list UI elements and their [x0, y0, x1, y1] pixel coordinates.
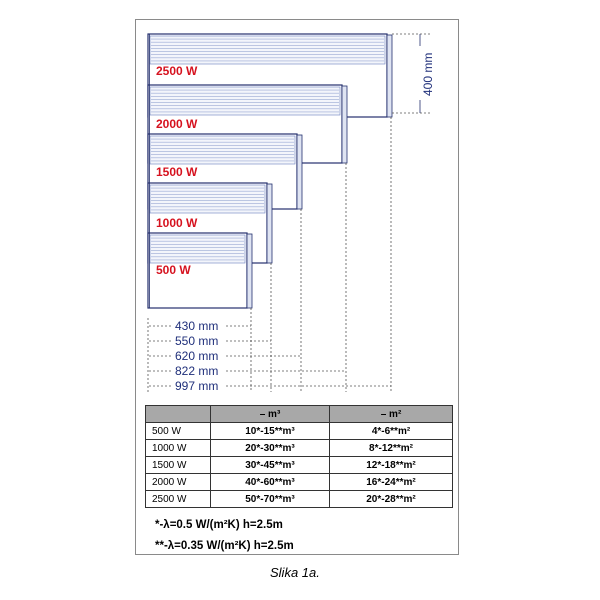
header-volume: – m³: [211, 406, 330, 423]
cell-area: 12*-18**m²: [330, 457, 453, 474]
table-row: [146, 474, 453, 491]
cell-area: 20*-28**m²: [330, 491, 453, 508]
cell-power: 1500 W: [146, 457, 211, 474]
cell-power: 1000 W: [146, 440, 211, 457]
footnote-single-star: *-λ=0.5 W/(m²K) h=2.5m: [155, 519, 283, 531]
cell-area: 8*-12**m²: [330, 440, 453, 457]
table-row: [146, 423, 453, 440]
cell-power: 2000 W: [146, 474, 211, 491]
header-area: – m²: [330, 406, 453, 423]
width-dimension-label: 997 mm: [175, 379, 219, 393]
cell-volume: 50*-70**m³: [211, 491, 330, 508]
table-header-row: [146, 406, 453, 423]
width-dimension-label: 430 mm: [175, 319, 219, 333]
width-dimension-label: 550 mm: [175, 334, 219, 348]
cell-power: 2500 W: [146, 491, 211, 508]
radiator-panel: [148, 233, 252, 308]
panel-power-label: 2000 W: [156, 117, 198, 131]
header-power: [146, 406, 211, 423]
cell-volume: 30*-45**m³: [211, 457, 330, 474]
figure-caption: Slika 1a.: [270, 565, 320, 580]
footnote-double-star: **-λ=0.35 W/(m²K) h=2.5m: [155, 540, 294, 552]
cell-volume: 20*-30**m³: [211, 440, 330, 457]
width-dimension-label: 822 mm: [175, 364, 219, 378]
capacity-table: [145, 405, 453, 508]
height-dimension-label: 400 mm: [421, 52, 435, 96]
cell-power: 500 W: [146, 423, 211, 440]
cell-area: 16*-24**m²: [330, 474, 453, 491]
table-row: [146, 440, 453, 457]
cell-area: 4*-6**m²: [330, 423, 453, 440]
cell-volume: 40*-60**m³: [211, 474, 330, 491]
table-row: [146, 457, 453, 474]
capacity-table-wrap: [145, 405, 453, 508]
panel-power-label: 1000 W: [156, 216, 198, 230]
cell-volume: 10*-15**m³: [211, 423, 330, 440]
panel-power-label: 2500 W: [156, 64, 198, 78]
panel-power-label: 500 W: [156, 263, 191, 277]
table-row: [146, 491, 453, 508]
panel-power-label: 1500 W: [156, 165, 198, 179]
width-dimension-label: 620 mm: [175, 349, 219, 363]
